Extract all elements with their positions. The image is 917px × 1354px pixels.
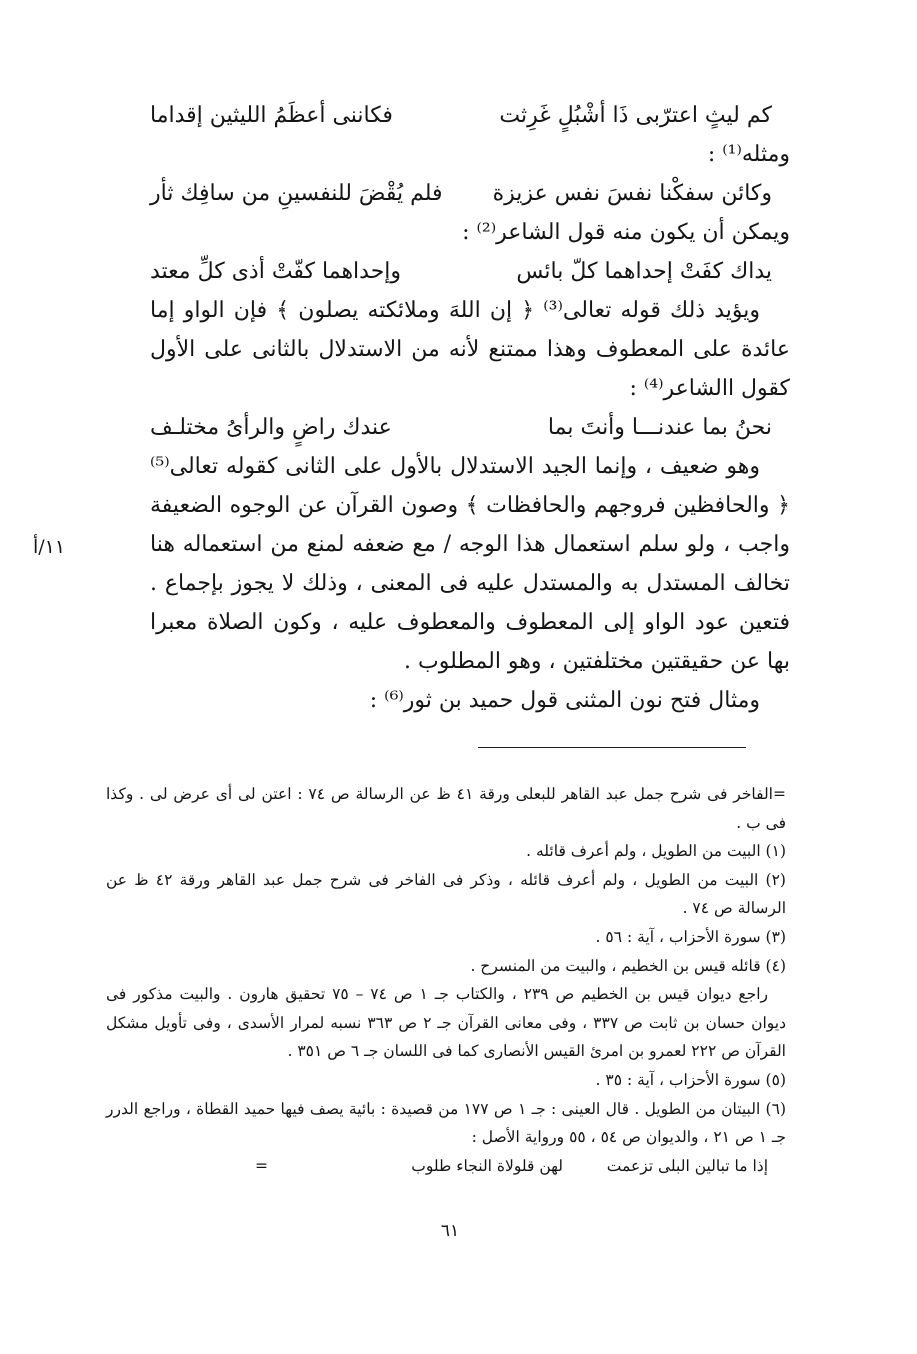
footnote-5: (٥) سورة الأحزاب ، آية : ٣٥ . — [595, 1070, 786, 1089]
verse-1-second-hemistich: فكاننى أعظَمُ الليثين إقداما — [150, 103, 393, 128]
footnote-verse-second-hemistich: لهن قلولاة النجاء طلوب — [411, 1156, 563, 1175]
footnote-4-detail: راجع ديوان قيس بن الخطيم ص ٢٣٩ ، والكتاب جـ ١ ص ٧٤ – ٧٥ تحقيق هارون . والبيت مذكور فى ديوان حسان بن ثابت ص ٣٣٧ ، وفى معانى القرآن جـ ٢ ص ٣٦٣ نسبه لمرار الأسدى ، وفى تأويل مشكل القرآن ص ٢٢٢ لعمرو بن امرئ القيس الأنصارى كما فى اللسان جـ ٦ ص ٣٥١ . — [106, 985, 786, 1061]
paragraph-2: وهو ضعيف ، وإنما الجيد الاستدلال بالأول على الثانى كقوله تعالى⁽⁵⁾ ﴿ والحافظين فروجهم والحافظات ﴾ وصون القرآن عن الوجوه الضعيفة واجب ، ولو سلم استعمال هذا الوجه / مع ضعفه لمنع من استعماله هنا تخالف المستدل به والمستدل عليه فى المعنى ، وذلك لا يجوز بإجماع . فتعين عود الواو إلى المعطوف والمعطوف عليه ، وكون الصلاة معبرا بها عن حقيقتين مختلفتين ، وهو المطلوب . — [150, 454, 790, 674]
footnote-verse — [106, 1152, 786, 1181]
intro-line-2: ومثله⁽¹⁾ : — [707, 142, 790, 167]
paragraph-1: ويؤيد ذلك قوله تعالى⁽³⁾ ﴿ إن اللهَ وملائكته يصلون ﴾ فإن الواو إما عائدة على المعطوف وهذا ممتنع لأنه من الاستدلال بالثانى على الأول كقول االشاعر⁽⁴⁾ : — [150, 298, 790, 401]
footnote-6: (٦) البيتان من الطويل . قال العينى : جـ ١ ص ١٧٧ من قصيدة : بائية يصف فيها حميد القطاة ، وراجع الدرر جـ ١ ص ٢١ ، والديوان ص ٥٤ ، ٥٥ ورواية الأصل : — [106, 1099, 786, 1147]
main-text — [150, 96, 790, 720]
verse-3-second-hemistich: وإحداهما كفّتْ أذى كلِّ معتد — [150, 259, 402, 284]
footnote-2: (٢) البيت من الطويل ، ولم أعرف قائله ، وذكر فى الفاخر فى شرح جمل عبد القاهر ورقة ٤٢ ظ عن الرسالة ص ٧٤ . — [106, 870, 786, 918]
continuation-mark: = — [255, 1156, 268, 1175]
footnotes — [106, 780, 786, 1180]
footnote-3: (٣) سورة الأحزاب ، آية : ٥٦ . — [595, 927, 786, 946]
verse-1-first-hemistich: كم ليثٍ اعترّبى ذَا أشْبُلٍ غَرِثت — [499, 103, 772, 128]
footnote-4: (٤) قائله قيس بن الخطيم ، والبيت من المنسرح . — [470, 956, 786, 975]
verse-3-first-hemistich: يداك كفَتْ إحداهما كلّ بائس — [516, 259, 772, 284]
verse-1 — [150, 96, 790, 135]
verse-2 — [150, 174, 790, 213]
footnote-1: (١) البيت من الطويل ، ولم أعرف قائله . — [526, 842, 786, 861]
verse-4 — [150, 408, 790, 447]
footnote-verse-first-hemistich: إذا ما تبالين البلى تزعمت — [606, 1156, 768, 1175]
manuscript-folio-note: ١١/أ — [32, 536, 66, 558]
footnote-separator — [478, 747, 746, 748]
verse-2-first-hemistich: وكائن سفكْنا نفسَ نفس عزيزة — [492, 181, 772, 206]
verse-4-second-hemistich: عندك راضٍ والرأىُ مختلـف — [150, 415, 392, 440]
footnote-continuation: =الفاخر فى شرح جمل عبد القاهر للبعلى ورقة ٤١ ظ عن الرسالة ص ٧٤ : اعتن لى أى عرض لى . وكذا فى ب . — [106, 785, 786, 832]
intro-line-3: ويمكن أن يكون منه قول الشاعر⁽²⁾ : — [462, 220, 790, 245]
verse-3 — [150, 252, 790, 291]
page-number: ٦١ — [440, 1221, 460, 1241]
verse-2-second-hemistich: فلم يُقْضَ للنفسينِ من سافِك ثأر — [150, 181, 443, 206]
closing-line: ومثال فتح نون المثنى قول حميد بن ثور⁽⁶⁾ : — [369, 688, 760, 713]
verse-4-first-hemistich: نحنُ بما عندنـــا وأنتَ بما — [547, 415, 772, 440]
